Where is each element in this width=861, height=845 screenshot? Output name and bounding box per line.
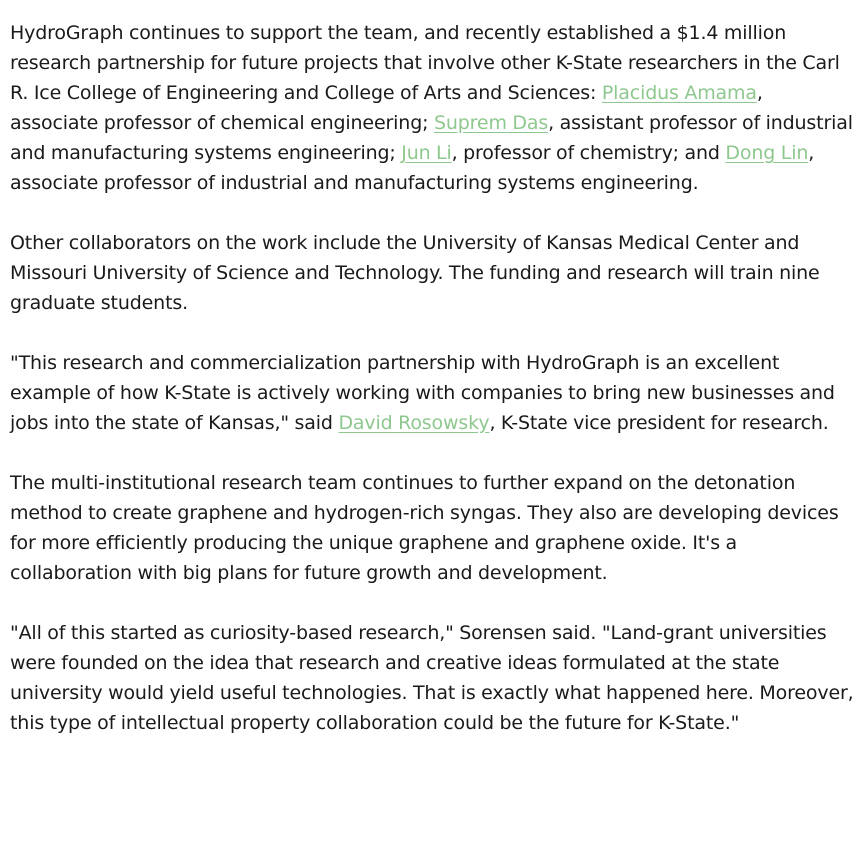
article-body <box>10 18 855 768</box>
link-dong-lin[interactable]: Dong Lin <box>725 142 809 164</box>
paragraph-text: , K-State vice president for research. <box>489 412 829 434</box>
link-suprem-das[interactable]: Suprem Das <box>433 112 549 134</box>
paragraph-collaborators: Other collaborators on the work include the University of Kansas Medical Center and Missouri University of Science and Technology. The funding and research will train nine graduate students. <box>10 232 820 314</box>
paragraph-text: , associate professor of chemical engineering; <box>10 82 763 134</box>
paragraph-text: HydroGraph continues to support the team, and recently established a $1.4 million research partnership for future projects that involve other K-State researchers in the Carl R. Ice College of Engineering and College of Arts and Sciences: <box>10 22 840 104</box>
link-jun-li[interactable]: Jun Li <box>401 142 452 164</box>
link-david-rosowsky[interactable]: David Rosowsky <box>338 412 490 434</box>
paragraph-text: "This research and commercialization partnership with HydroGraph is an excellent example of how K-State is actively working with companies to bring new businesses and jobs into the state of Kansas," said <box>10 352 835 434</box>
paragraph-partnership <box>10 18 855 198</box>
paragraph-text: , professor of chemistry; and <box>451 142 726 164</box>
paragraph-quote-rosowsky <box>10 348 855 438</box>
paragraph-research-team: The multi-institutional research team continues to further expand on the detonation method to create graphene and hydrogen-rich syngas. They also are developing devices for more efficiently producing the unique graphene and graphene oxide. It's a collaboration with big plans for future growth and development. <box>10 472 839 584</box>
link-placidus-amama[interactable]: Placidus Amama <box>601 82 757 104</box>
paragraph-quote-sorensen: "All of this started as curiosity-based research," Sorensen said. "Land-grant universities were founded on the idea that research and creative ideas formulated at the state university would yield useful technologies. That is exactly what happened here. Moreover, this type of intellectual property collaboration could be the future for K-State." <box>10 622 854 734</box>
paragraph-text: , associate professor of industrial and manufacturing systems engineering. <box>10 142 815 194</box>
paragraph-text: , assistant professor of industrial and manufacturing systems engineering; <box>10 112 853 164</box>
